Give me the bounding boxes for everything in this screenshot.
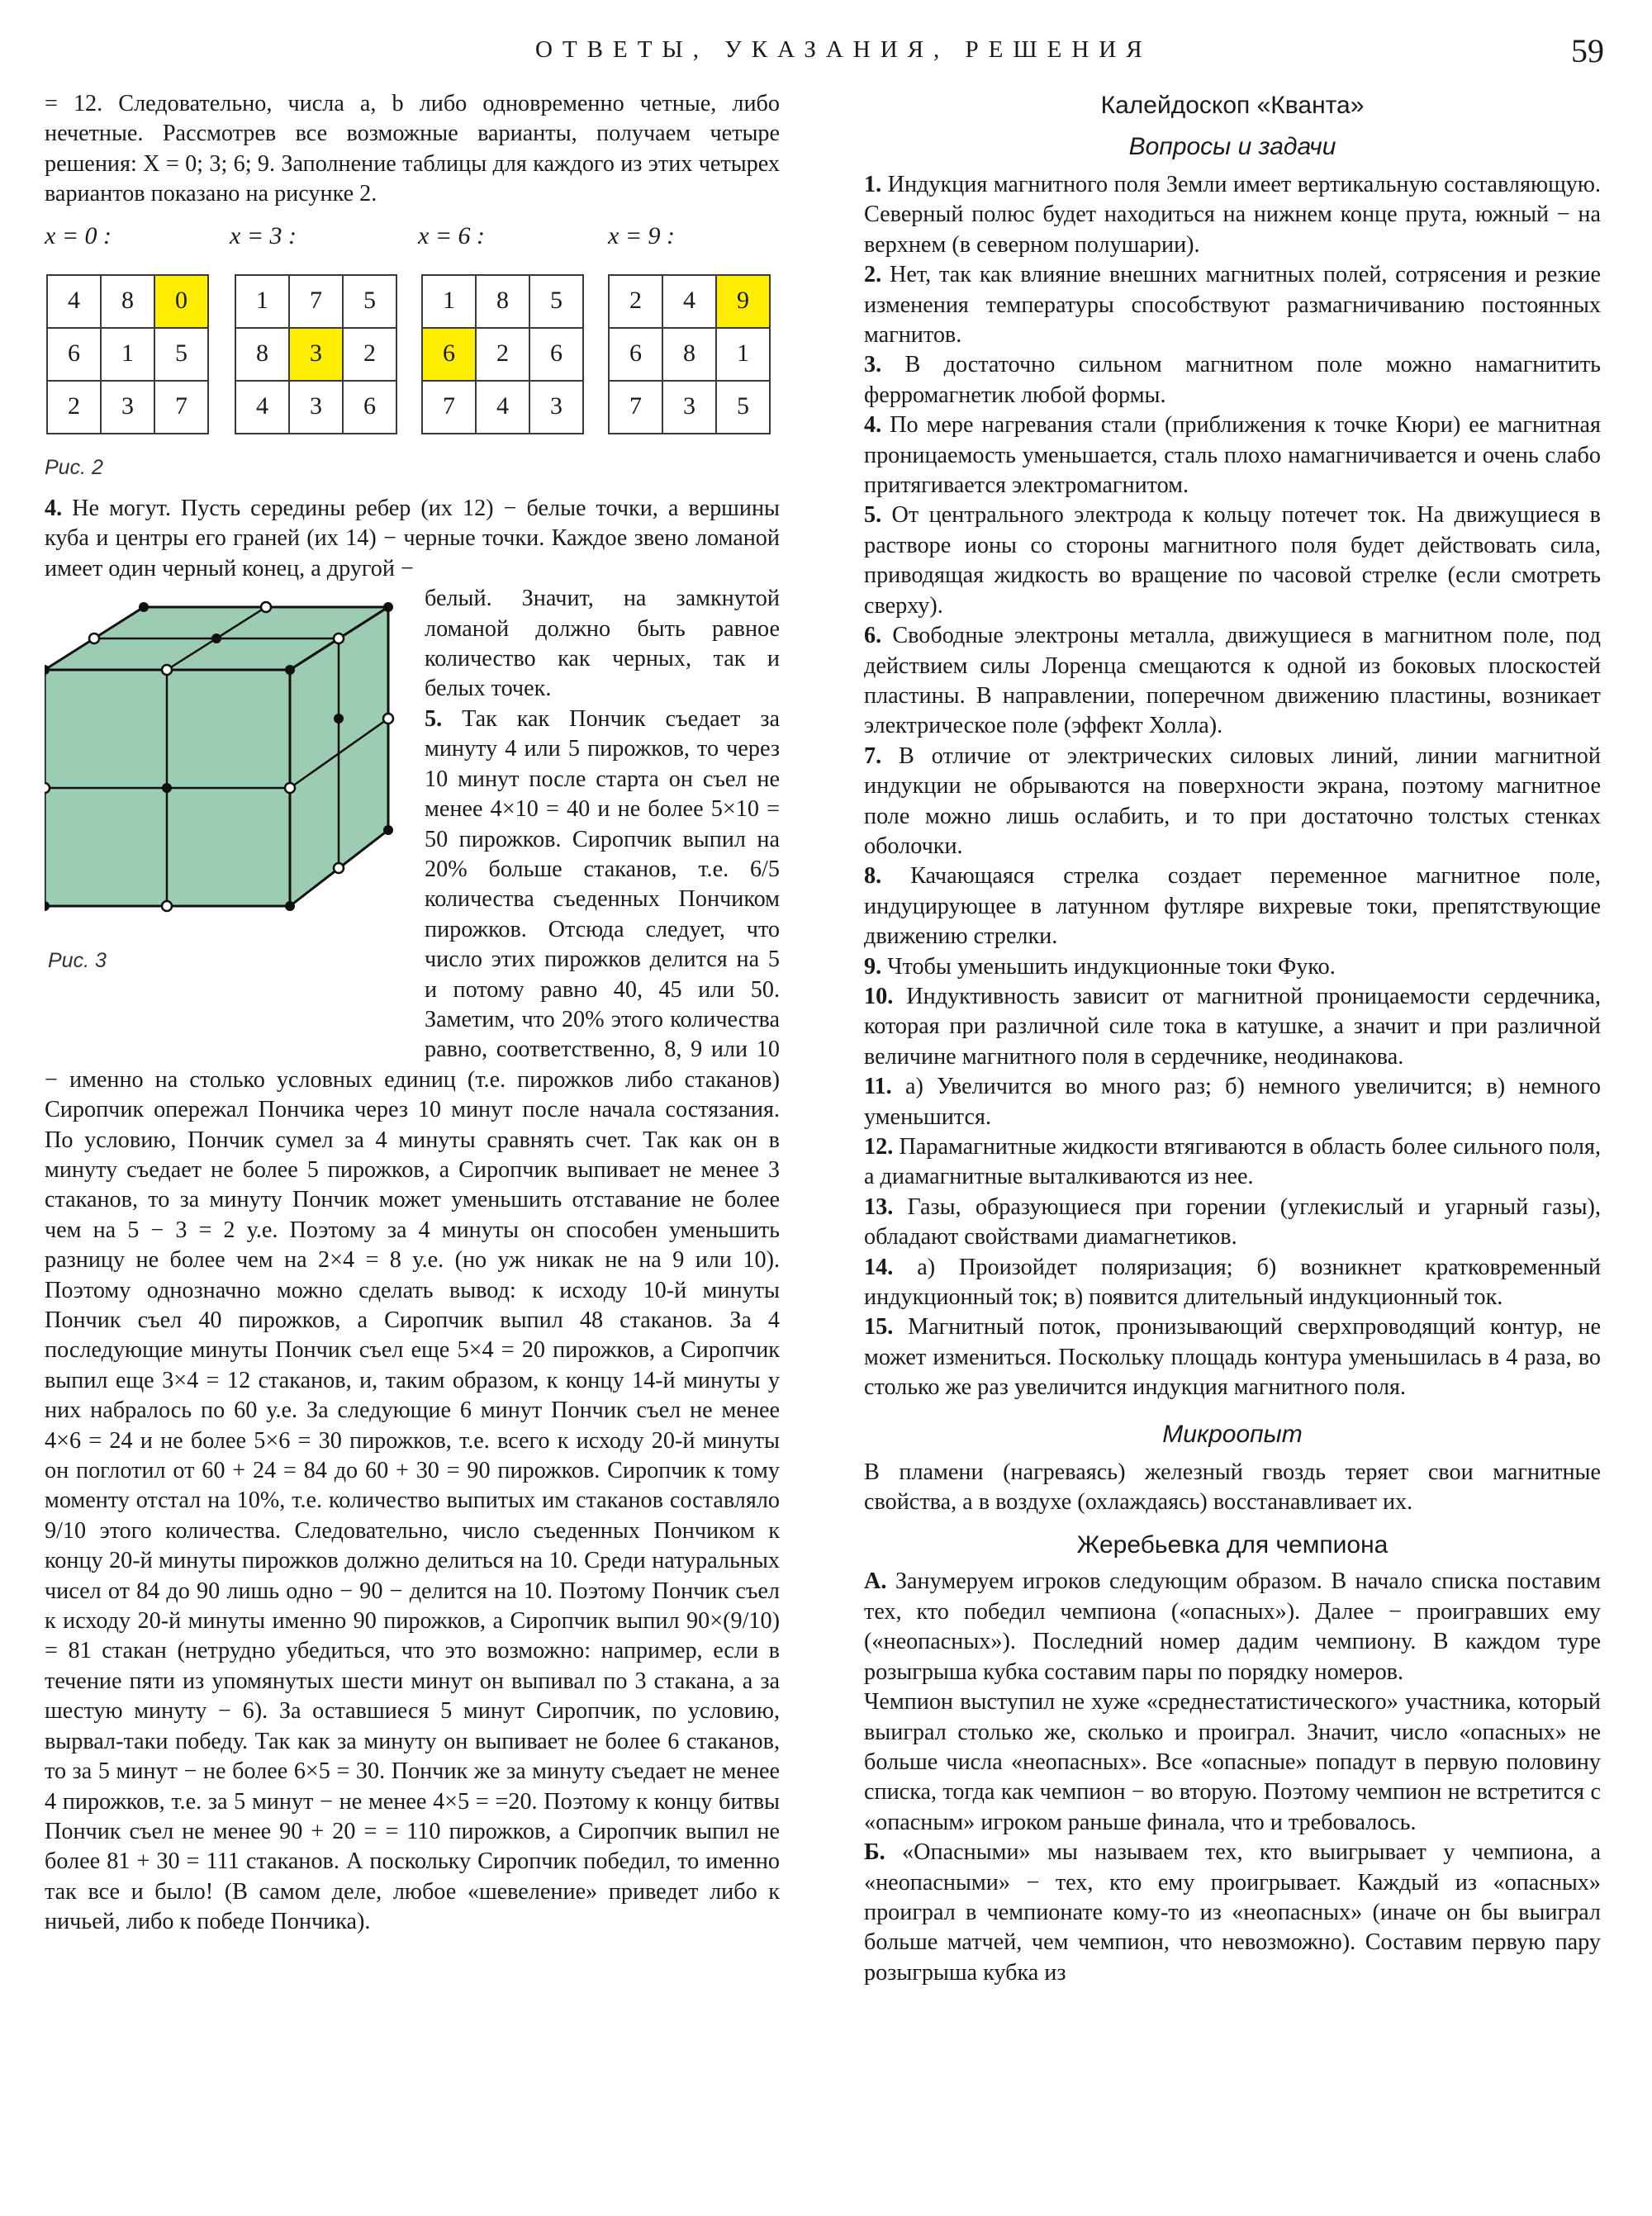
answer-item bbox=[864, 861, 1601, 951]
number-grid bbox=[46, 274, 209, 434]
grid-cell: 4 bbox=[235, 381, 289, 434]
problem-4-continued: белый. Значит, на замкнутой ломаной должно быть равное количество как черных, так и белых точек. bbox=[425, 586, 780, 702]
number-grid bbox=[421, 274, 584, 434]
grid-row bbox=[609, 381, 770, 434]
item-text: а) Произойдет поляризация; б) возникнет кратковременный индукционный ток; в) появится длительный индукционный ток. bbox=[864, 1254, 1601, 1311]
grid-label: x = 3 : bbox=[230, 221, 297, 249]
item-number: 13. bbox=[864, 1193, 894, 1220]
grid-row bbox=[609, 275, 770, 328]
intro-paragraph: = 12. Следовательно, числа a, b либо одновременно четные, либо нечетные. Рассмотрев все возможные варианты, получаем четыре решения: X = 0; 3; 6; 9. Заполнение таблицы для каждого из этих четырех вариантов показано на рисунке 2. bbox=[45, 91, 780, 207]
item-number: 2. bbox=[864, 262, 882, 288]
item-text: «Опасными» мы называем тех, кто выигрывает у чемпиона, а «неопасными» − тех, кто ему проигрывает. Каждый из «опасных» проиграл в чемпионате кому-то из «неопасных» (иначе он бы выиграл больше матчей, чем чемпион, что невозможно). Составим первую пару розыгрыша кубка из bbox=[864, 1839, 1601, 1986]
answer-item bbox=[864, 621, 1601, 742]
grid-cell: 2 bbox=[609, 275, 662, 328]
item-number: 5. bbox=[425, 705, 443, 732]
grid-row bbox=[47, 275, 208, 328]
answer-item bbox=[864, 501, 1601, 621]
grid-cell: 3 bbox=[529, 381, 583, 434]
section-title: Жеребьевка для чемпиона bbox=[1076, 1531, 1389, 1559]
grid-cell: 7 bbox=[609, 381, 662, 434]
item-number: 5. bbox=[864, 502, 882, 529]
grid-row bbox=[422, 381, 583, 434]
right-column bbox=[864, 89, 1601, 1988]
grid-row bbox=[235, 275, 396, 328]
answer-item bbox=[864, 1312, 1601, 1402]
grid-row bbox=[235, 328, 396, 381]
grid-cell: 5 bbox=[529, 275, 583, 328]
grid-cell: 6 bbox=[422, 328, 476, 381]
grid-cell: 6 bbox=[609, 328, 662, 381]
grid-row bbox=[47, 381, 208, 434]
figure-3 bbox=[45, 591, 413, 1043]
item-number: А. bbox=[864, 1568, 887, 1595]
item-text: Так как Пончик съедает за минуту 4 или 5 пирожков, то через 10 минут после старта он съел не менее 4×10 = 40 и не более 5×10 = 50 пирожков. Сиропчик выпил на 20% больше стаканов, т.е. 6/5 количества съеденных Пончиком пирожков. Отсюда следует, что число этих пирожков делится на 5 и потому равно 40, 45 или 50. Заметим, что 20% этого количества равно, соответственно, 8, 9 или 10 − именно на столько условных единиц (т.е. пирожков либо стаканов) Сиропчик опережал Пончика через 10 минут после начала состязания. По условию, Пончик сумел за 4 минуты сравнять счет. Так как он в минуту съедает не более 5 пирожков, а Сиропчик выпивает не менее 3 стаканов, то за минуту Пончик может уменьшить отставание не более чем на 5 − 3 = 2 у.е. Поэтому за 4 минуты он способен уменьшить разницу не более чем на 2×4 = 8 у.е. (но уж никак не на 9 или 10). Поэтому однозначно можно сделать вывод: к исходу 10-й минуты Пончик съел 40 пирожков, а Сиропчик выпил 48 стаканов. За 4 последующие минуты Пончик съел еще 5×4 = 20 пирожков, а Сиропчик выпил еще 3×4 = 12 стаканов, и, таким образом, к концу 14-й минуты у них набралось по 60 у.е. За следующие 6 минут Пончик съел не менее 4×6 = 24 и не более 5×6 = 30 пирожков, т.е. всего к исходу 20-й минуты он поглотил от 60 + 24 = 84 до 60 + 30 = 90 пирожков. Сиропчик к тому моменту отстал на 10%, т.е. количество выпитых им стаканов составляло 9/10 этого количества. Следовательно, число съеденных Пончиком к концу 20-й минуты пирожков должно делиться на 10. Среди натуральных чисел от 84 до 90 лишь одно − 90 − делится на 10. Поэтому Пончик съел к исходу 20-й минуты именно 90 пирожков, а Сиропчик выпил 90×(9/10) = 81 стакан (нетрудно убедиться, что это возможно: например, если в течение пяти из упомянутых шести минут он выпивал по 3 стакана, а за шестую минуту − 6). За оставшиеся 5 минут Сиропчик, по условию, вырвал-таки победу. Так как за минуту он выпивает не более 6 стаканов, то за 5 минут − не более 6×5 = 30. Пончик же за минуту съедает не менее 4 пирожков, т.е. за 5 минут − не менее 4×5 = =20. Поэтому к концу битвы Пончик съел не менее 90 + 20 = = 110 пирожков, а Сиропчик выпил не более 81 + 30 = 111 стаканов. А поскольку Сиропчик победил, то именно так все и было! (В самом деле, любое «шевеление» приведет либо к ничьей, либо к победе Пончика). bbox=[45, 705, 780, 1935]
running-head: ОТВЕТЫ, УКАЗАНИЯ, РЕШЕНИЯ bbox=[535, 36, 1152, 63]
item-text: Свободные электроны металла, движущиеся в магнитном поле, под действием силы Лоренца смещаются к одной из боковых плоскостей пластины. В направлении, поперечном движению пластины, возникает электрическое поле (эффект Холла). bbox=[864, 623, 1601, 739]
item-number: 15. bbox=[864, 1314, 894, 1341]
grid-cell: 4 bbox=[662, 275, 716, 328]
item-number: 11. bbox=[864, 1074, 892, 1100]
item-text: По мере нагревания стали (приближения к точке Кюри) ее магнитная проницаемость уменьшается, сталь плохо намагничивается и очень слабо притягивается электромагнитом. bbox=[864, 412, 1601, 499]
item-text: Качающаяся стрелка создает переменное магнитное поле, индуцирующее в латунном футляре вихревые токи, препятствующие движению стрелки. bbox=[864, 863, 1601, 950]
grid-label: x = 9 : bbox=[608, 221, 676, 249]
grid-cell: 0 bbox=[154, 275, 208, 328]
grid-cell: 6 bbox=[47, 328, 101, 381]
answer-item bbox=[864, 982, 1601, 1072]
figure-3-caption: Рис. 3 bbox=[48, 949, 107, 973]
grid-row bbox=[235, 381, 396, 434]
item-text: Занумеруем игроков следующим образом. В начало списка поставим тех, кто победил чемпиона («опасных»). Далее − проигравших ему («неопасных»). Последний номер дадим чемпиону. В каждом туре розыгрыша кубка составим пары по порядку номеров. bbox=[864, 1568, 1601, 1685]
grid-cell: 3 bbox=[289, 328, 343, 381]
item-number: 12. bbox=[864, 1134, 894, 1160]
cube-figure bbox=[45, 591, 413, 937]
grid-cell: 8 bbox=[235, 328, 289, 381]
grid-cell: 3 bbox=[662, 381, 716, 434]
grid-cell: 7 bbox=[422, 381, 476, 434]
grid-cell: 8 bbox=[476, 275, 529, 328]
answer-item bbox=[864, 1253, 1601, 1313]
answer-item bbox=[864, 350, 1601, 410]
answer-item bbox=[864, 742, 1601, 862]
grid-cell: 2 bbox=[476, 328, 529, 381]
grid-cell: 5 bbox=[343, 275, 396, 328]
number-grid bbox=[235, 274, 397, 434]
item-text: Индуктивность зависит от магнитной проницаемости сердечника, которая при различной силе тока в катушке, а значит и при различной величине магнитного поля в сердечнике, неодинакова. bbox=[864, 983, 1601, 1070]
item-text: а) Увеличится во много раз; б) немного увеличится; в) немного уменьшится. bbox=[864, 1074, 1601, 1130]
grid-cell: 1 bbox=[716, 328, 770, 381]
grid-cell: 5 bbox=[154, 328, 208, 381]
item-number: 1. bbox=[864, 172, 882, 197]
grid-cell: 6 bbox=[529, 328, 583, 381]
item-number: 4. bbox=[45, 496, 63, 522]
item-number: 10. bbox=[864, 983, 894, 1009]
section-subtitle: Микроопыт bbox=[1162, 1420, 1303, 1448]
grid-cell: 2 bbox=[343, 328, 396, 381]
grid-cell: 2 bbox=[47, 381, 101, 434]
answer-item bbox=[864, 952, 1601, 982]
item-number: 8. bbox=[864, 863, 882, 890]
grid-label: x = 0 : bbox=[45, 221, 112, 249]
grid-row bbox=[422, 328, 583, 381]
solution-a bbox=[864, 1567, 1601, 1687]
answer-item bbox=[864, 410, 1601, 501]
item-number: Б. bbox=[864, 1839, 885, 1866]
grid-cell: 3 bbox=[289, 381, 343, 434]
answer-item bbox=[864, 1132, 1601, 1193]
item-text: От центрального электрода к кольцу потечет ток. На движущиеся в растворе ионы со стороны магнитного поля будет действовать сила, приводящая жидкость во вращение по часовой стрелке (если смотреть сверху). bbox=[864, 502, 1601, 619]
item-text: Чтобы уменьшить индукционные токи Фуко. bbox=[881, 953, 1336, 980]
grid-row bbox=[609, 328, 770, 381]
grid-cell: 9 bbox=[716, 275, 770, 328]
item-text: Нет, так как влияние внешних магнитных полей, сотрясения и резкие изменения температуры способствуют размагничиванию постоянных магнитов. bbox=[864, 262, 1601, 349]
grid-label: x = 6 : bbox=[418, 221, 486, 249]
grid-cell: 8 bbox=[662, 328, 716, 381]
item-number: 3. bbox=[864, 352, 882, 378]
item-text: Магнитный поток, пронизывающий сверхпроводящий контур, не может измениться. Поскольку площадь контура уменьшилась в 4 раза, во столько же раз увеличится индукция магнитного поля. bbox=[864, 1314, 1601, 1401]
item-number: 7. bbox=[864, 743, 882, 769]
problem-4-paragraph bbox=[45, 494, 780, 584]
grid-row bbox=[422, 275, 583, 328]
item-text: В отличие от электрических силовых линий, линии магнитной индукции не обрываются на поверхности экрана, поэтому магнитное поле можно лишь ослабить, и то при достаточно толстых стенках оболочки. bbox=[864, 743, 1601, 859]
answer-item bbox=[864, 1072, 1601, 1132]
item-text: Парамагнитные жидкости втягиваются в область более сильного поля, а диамагнитные выталкиваются из нее. bbox=[864, 1134, 1601, 1190]
solution-b bbox=[864, 1838, 1601, 1988]
item-text: В достаточно сильном магнитном поле можно намагнитить ферромагнетик любой формы. bbox=[864, 352, 1601, 408]
answer-item bbox=[864, 1193, 1601, 1253]
item-number: 9. bbox=[864, 953, 882, 980]
grid-cell: 1 bbox=[235, 275, 289, 328]
grid-cell: 5 bbox=[716, 381, 770, 434]
grid-cell: 3 bbox=[101, 381, 154, 434]
section-subtitle: Вопросы и задачи bbox=[1128, 133, 1336, 160]
item-number: 14. bbox=[864, 1254, 894, 1280]
answer-item bbox=[864, 170, 1601, 260]
section-title: Калейдоскоп «Кванта» bbox=[1100, 92, 1365, 119]
item-number: 4. bbox=[864, 412, 882, 439]
grid-cell: 1 bbox=[422, 275, 476, 328]
answer-item bbox=[864, 260, 1601, 350]
grid-cell: 1 bbox=[101, 328, 154, 381]
micro-experiment-text: В пламени (нагреваясь) железный гвоздь теряет свои магнитные свойства, а в воздухе (охлаждаясь) восстанавливает их. bbox=[864, 1459, 1601, 1516]
grid-cell: 8 bbox=[101, 275, 154, 328]
item-text: Газы, образующиеся при горении (углекислый и угарный газы), обладают свойствами диамагнетиков. bbox=[864, 1193, 1601, 1250]
grid-cell: 7 bbox=[289, 275, 343, 328]
page-number: 59 bbox=[1571, 32, 1604, 69]
item-text: Индукция магнитного поля Земли имеет вертикальную составляющую. Северный полюс будет находиться на нижнем конце прута, южный − на верхнем (в северном полушарии). bbox=[864, 172, 1601, 258]
page-header bbox=[0, 32, 1652, 78]
left-column bbox=[45, 89, 780, 1938]
grid-cell: 4 bbox=[47, 275, 101, 328]
answers-list bbox=[864, 170, 1601, 1403]
figure-2-caption: Рис. 2 bbox=[45, 455, 103, 479]
grid-cell: 7 bbox=[154, 381, 208, 434]
figure-2 bbox=[45, 215, 780, 454]
item-number: 6. bbox=[864, 623, 882, 649]
grid-cell: 4 bbox=[476, 381, 529, 434]
number-grid bbox=[608, 274, 771, 434]
grid-cell: 6 bbox=[343, 381, 396, 434]
grid-row bbox=[47, 328, 208, 381]
item-text: Не могут. Пусть середины ребер (их 12) − белые точки, а вершины куба и центры его граней (их 14) − черные точки. Каждое звено ломаной имеет один черный конец, а другой − bbox=[45, 496, 780, 581]
solution-a-continued: Чемпион выступил не хуже «среднестатистического» участника, который выиграл столько же, сколько и проиграл. Значит, число «опасных» не больше числа «неопасных». Все «опасные» попадут в первую половину списка, тогда как чемпион − во вторую. Поэтому чемпион не встретится с «опасным» игроком раньше финала, что и требовалось. bbox=[864, 1689, 1601, 1835]
